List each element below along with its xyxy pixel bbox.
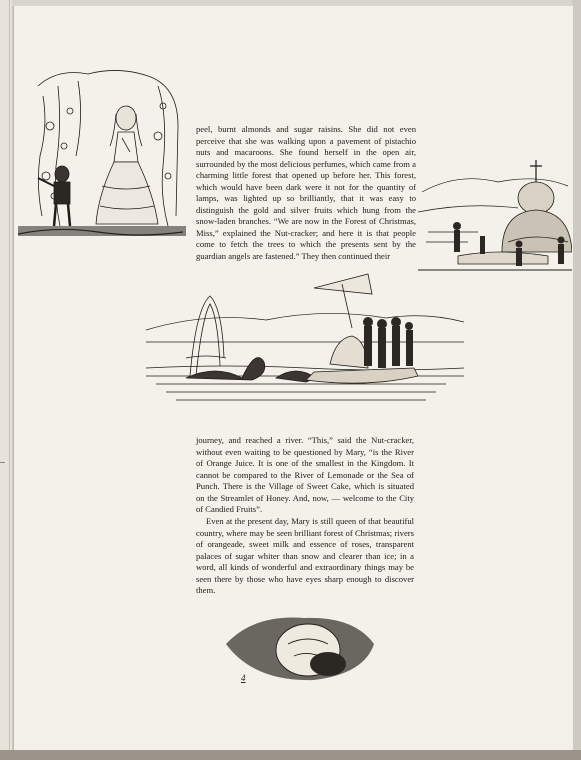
paragraph-text: peel, burnt almonds and sugar raisins. She did not even perceive that she was walking upon a pavement of pistachio nuts and macaroons. She found herself in the open air, surrounded by the most delicious perfumes, which came from a charming little forest that opened up before her. This forest, which would have been dark were it not for the quantity of lamps, was lighted up so brilliantly, that it was easy to distinguish the gold and silver fruits which hung from the snow-laden branches. “We are now in the Forest of Christmas, Miss,” explained the Nut-cracker; and here it is that people come to fetch the trees to which the presents sent by the guardian angels are fastened.” They then continued their <box>196 124 416 262</box>
illustration-river-of-orange-juice <box>146 268 464 414</box>
page-number: 4 <box>241 673 246 683</box>
illustration-candied-fruit-vignette <box>224 604 380 688</box>
paragraph-text: Even at the present day, Mary is still queen of that beautiful country, where may be seen brilliant forest of Christmas; rivers of orangeade, sweet milk and essence of roses, transparent palaces of sugar whiter than snow and clearer than ice; in a word, all kinds of wonderful and extraordinary things may be seen there by those who have eyes sharp enough to discover them. <box>196 516 414 596</box>
page-binding-edge <box>0 0 12 760</box>
scan-bottom-margin <box>0 750 581 760</box>
paragraph-text: journey, and reached a river. “This,” said the Nut-cracker, without even waiting to be questioned by Mary, “is the River of Orange Juice. It is one of the smallest in the Kingdom. It cannot be compared to the River of Lemonade or the Sea of Punch. There is the Village of Sweet Cake, which is situated on the Streamlet of Honey. And, now, — welcome to the City of Candied Fruits”. <box>196 435 414 515</box>
story-paragraph-3 <box>196 516 414 597</box>
story-paragraph-1 <box>196 124 416 263</box>
illustration-sugar-palace-fountain <box>418 152 572 280</box>
scan-right-margin <box>572 0 581 760</box>
illustration-forest-girl-nutcracker <box>18 66 186 244</box>
story-paragraph-2 <box>196 435 414 516</box>
